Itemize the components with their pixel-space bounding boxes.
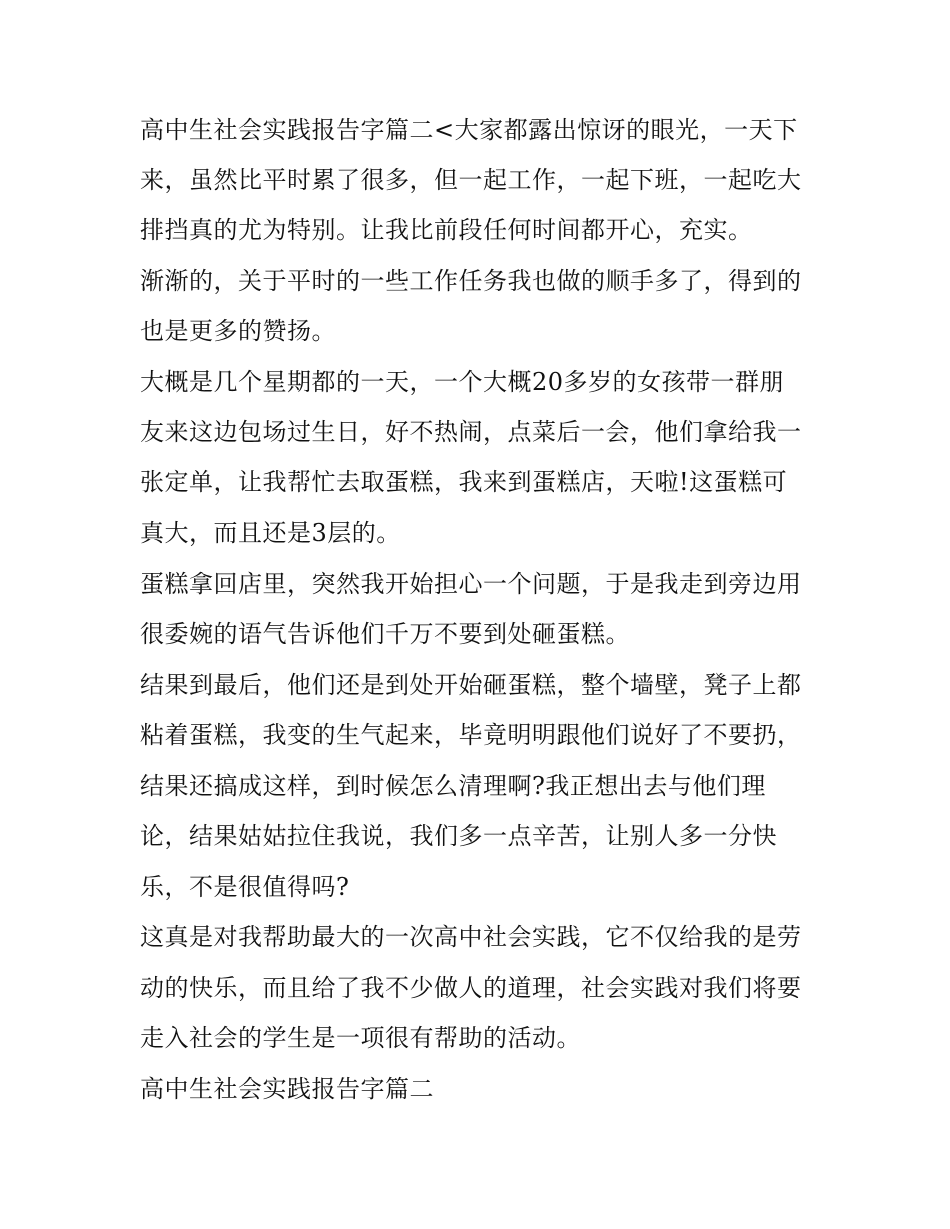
text-line: 蛋糕拿回店里，突然我开始担心一个问题，于是我走到旁边用 (140, 570, 802, 598)
text-line: 来，虽然比平时累了很多，但一起工作，一起下班，一起吃大 (140, 166, 802, 194)
text-line: 粘着蛋糕，我变的生气起来，毕竟明明跟他们说好了不要扔， (140, 721, 802, 749)
text-line: 走入社会的学生是一项很有帮助的活动。 (140, 1024, 581, 1052)
text-line: 结果到最后，他们还是到处开始砸蛋糕，整个墙壁，凳子上都 (140, 671, 802, 699)
text-line: 很委婉的语气告诉他们千万不要到处砸蛋糕。 (140, 620, 630, 648)
text-line: 排挡真的尤为特别。让我比前段任何时间都开心，充实。 (140, 216, 753, 244)
text-line: 这真是对我帮助最大的一次高中社会实践，它不仅给我的是劳 (140, 923, 802, 951)
section-heading: 高中生社会实践报告字篇二 (140, 1075, 434, 1103)
text-line: 张定单，让我帮忙去取蛋糕，我来到蛋糕店，天啦!这蛋糕可 (140, 468, 788, 496)
text-line: 动的快乐，而且给了我不少做人的道理，社会实践对我们将要 (140, 974, 802, 1002)
text-line: 渐渐的，关于平时的一些工作任务我也做的顺手多了，得到的 (140, 267, 802, 295)
text-line: 友来这边包场过生日，好不热闹，点菜后一会，他们拿给我一 (140, 418, 802, 446)
text-line: 真大，而且还是3层的。 (140, 519, 401, 547)
text-line: 结果还搞成这样，到时候怎么清理啊?我正想出去与他们理 (140, 772, 766, 800)
text-line: 也是更多的赞扬。 (140, 317, 336, 345)
text-line: 大概是几个星期都的一天，一个大概20多岁的女孩带一群朋 (140, 368, 785, 396)
text-line: 高中生社会实践报告字篇二<大家都露出惊讶的眼光，一天下 (140, 116, 798, 144)
text-line: 乐，不是很值得吗? (140, 873, 350, 901)
text-line: 论，结果姑姑拉住我说，我们多一点辛苦，让别人多一分快 (140, 822, 777, 850)
